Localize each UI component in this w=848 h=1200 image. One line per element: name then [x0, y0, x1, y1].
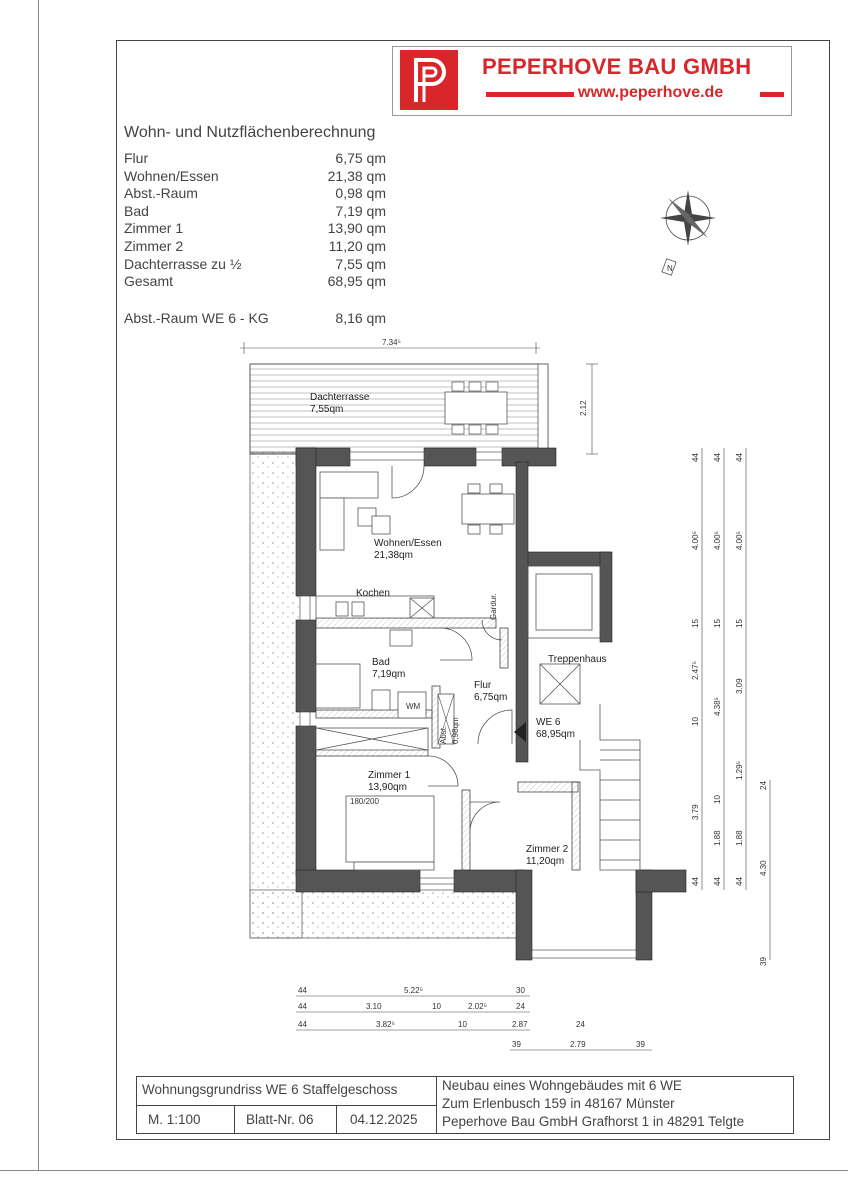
title-block-divider: [136, 1105, 436, 1106]
dim-label: 3.82⁵: [376, 1020, 395, 1029]
area-value: 13,90 qm: [327, 220, 386, 237]
svg-text:44: 44: [713, 453, 722, 462]
svg-text:44: 44: [691, 877, 700, 886]
dim-label: 10: [432, 1002, 441, 1011]
terrace-table: [445, 392, 507, 424]
svg-text:2.47⁵: 2.47⁵: [691, 661, 700, 680]
room-area-bad: 7,19qm: [372, 669, 406, 680]
room-area-dachterrasse: 7,55qm: [310, 404, 344, 415]
unit-name: WE 6: [536, 717, 561, 728]
drawing-date: 04.12.2025: [350, 1112, 418, 1127]
dim-label: 39: [636, 1040, 645, 1049]
dim-label: 24: [516, 1002, 525, 1011]
svg-text:4.00⁵: 4.00⁵: [735, 531, 744, 550]
area-label: Gesamt: [124, 273, 174, 290]
svg-text:15: 15: [713, 619, 722, 628]
dim-terrace-depth: 2.12: [579, 400, 588, 416]
svg-text:44: 44: [735, 453, 744, 462]
svg-text:24: 24: [759, 781, 768, 790]
svg-text:44: 44: [691, 453, 700, 462]
area-label: Zimmer 1: [124, 220, 184, 237]
svg-text:10: 10: [691, 717, 700, 726]
area-label: Zimmer 2: [124, 237, 184, 254]
area-value: 68,95 qm: [327, 273, 386, 290]
dim-label: 39: [512, 1040, 521, 1049]
svg-text:1.88: 1.88: [713, 830, 722, 846]
svg-text:10: 10: [713, 795, 722, 804]
dim-label: 3.10: [366, 1002, 382, 1011]
svg-text:3.09: 3.09: [735, 678, 744, 694]
area-value: 8,16 qm: [335, 310, 386, 326]
area-value: 0,98 qm: [335, 185, 386, 202]
company-url: www.peperhove.de: [578, 84, 724, 101]
room-name-bad: Bad: [372, 657, 390, 668]
area-value: 11,20 qm: [328, 237, 386, 254]
right-dimension-labels: [691, 453, 768, 966]
room-name-zimmer1: Zimmer 1: [368, 770, 411, 781]
washer-label: WM: [406, 702, 421, 711]
project-line-3: Peperhove Bau GmbH Grafhorst 1 in 48291 Telgte: [442, 1114, 745, 1129]
sheet-number: Blatt-Nr. 06: [246, 1112, 314, 1127]
area-label: Abst.-Raum: [124, 185, 198, 202]
area-label: Dachterrasse zu ½: [124, 255, 242, 272]
drawing-scale: M. 1:100: [148, 1112, 201, 1127]
room-name-zimmer2: Zimmer 2: [526, 844, 569, 855]
project-line-1: Neubau eines Wohngebäudes mit 6 WE: [442, 1078, 682, 1093]
area-value: 6,75 qm: [335, 150, 386, 166]
room-name-abst: Abst.: [439, 725, 448, 744]
area-value: 7,55 qm: [335, 255, 386, 272]
title-block-divider: [234, 1105, 235, 1134]
area-calc-title: Wohn- und Nutzflächenberechnung: [124, 124, 376, 141]
dim-label: 24: [576, 1020, 585, 1029]
room-area-wohnen: 21,38qm: [374, 550, 413, 561]
company-name: PEPERHOVE BAU GMBH: [482, 54, 752, 79]
svg-text:4.38⁵: 4.38⁵: [713, 697, 722, 716]
terrace-rail: [538, 364, 548, 454]
room-area-zimmer1: 13,90qm: [368, 782, 407, 793]
gravel-strip-bottom: [250, 890, 520, 938]
title-block-divider: [336, 1105, 337, 1134]
dim-label: 2.02⁵: [468, 1002, 487, 1011]
svg-text:4.30: 4.30: [759, 860, 768, 876]
dim-label: 10: [458, 1020, 467, 1029]
dim-top: 7.34⁵: [382, 338, 401, 347]
dim-label: 44: [298, 1002, 307, 1011]
area-label: Abst.-Raum WE 6 - KG: [124, 310, 269, 326]
area-label: Flur: [124, 150, 149, 166]
room-area-abst: 0,98qm: [451, 717, 460, 744]
room-area-zimmer2: 11,20qm: [526, 856, 565, 867]
room-name-treppenhaus: Treppenhaus: [548, 654, 607, 665]
dim-label: 2.87: [512, 1020, 528, 1029]
dim-label: 44: [298, 1020, 307, 1029]
furniture-bath: [316, 630, 428, 750]
svg-text:15: 15: [735, 619, 744, 628]
area-label: Bad: [124, 202, 149, 219]
svg-text:1.29⁵: 1.29⁵: [735, 761, 744, 780]
svg-text:15: 15: [691, 619, 700, 628]
room-name-flur: Flur: [474, 680, 492, 691]
project-line-2: Zum Erlenbusch 159 in 48167 Münster: [442, 1096, 675, 1111]
room-name-kochen: Kochen: [356, 588, 390, 599]
svg-text:4.00⁵: 4.00⁵: [691, 531, 700, 550]
dim-label: 30: [516, 986, 525, 995]
dim-label: 44: [298, 986, 307, 995]
svg-text:44: 44: [735, 877, 744, 886]
area-label: Wohnen/Essen: [124, 167, 219, 184]
svg-text:4.00⁵: 4.00⁵: [713, 531, 722, 550]
svg-text:39: 39: [759, 957, 768, 966]
title-block-divider: [436, 1076, 437, 1134]
dim-label: 5.22⁵: [404, 986, 423, 995]
room-name-dachterrasse: Dachterrasse: [310, 392, 370, 403]
svg-text:3.79: 3.79: [691, 804, 700, 820]
area-value: 21,38 qm: [327, 167, 386, 184]
dim-label: 2.79: [570, 1040, 586, 1049]
gravel-strip-left: [250, 452, 302, 938]
north-arrow-icon: [660, 190, 716, 275]
svg-text:1.88: 1.88: [735, 830, 744, 846]
room-area-flur: 6,75qm: [474, 692, 508, 703]
bed-size-label: 180/200: [350, 797, 379, 806]
area-value: 7,19 qm: [335, 202, 386, 219]
wardrobe-label: Gardur.: [489, 593, 498, 620]
room-name-wohnen: Wohnen/Essen: [374, 538, 442, 549]
unit-area: 68,95qm: [536, 729, 575, 740]
north-label: N: [667, 264, 673, 273]
svg-text:44: 44: [713, 877, 722, 886]
drawing-title: Wohnungsgrundriss WE 6 Staffelgeschoss: [142, 1082, 398, 1097]
